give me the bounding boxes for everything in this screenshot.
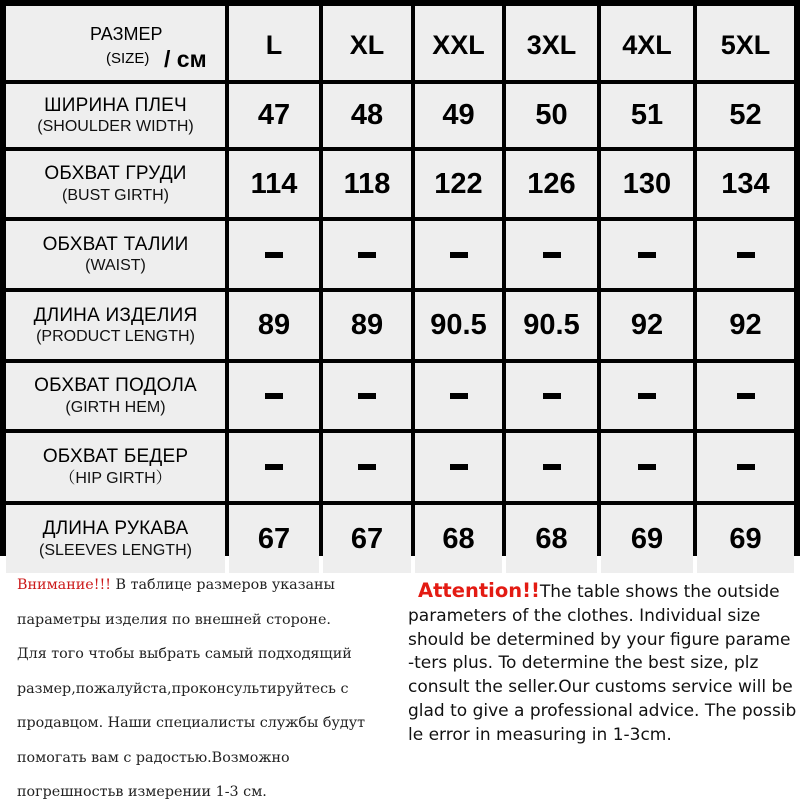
table-value-cell: 48 (323, 84, 411, 147)
table-value-cell (415, 363, 502, 429)
english-notice-line-2: parameters of the clothes. Individual size (408, 605, 761, 626)
russian-notice-line-2: параметры изделия по внешней стороне. (17, 611, 331, 628)
table-value-cell: 52 (697, 84, 794, 147)
dash-mark (638, 393, 656, 399)
row-label-cell (6, 433, 225, 501)
header-corner-cell (6, 6, 225, 80)
table-value-cell (697, 363, 794, 429)
table-value-cell (601, 433, 693, 501)
row-label-cell (6, 221, 225, 288)
dash-mark (358, 252, 376, 258)
russian-notice-line-4: размер,пожалуйста,проконсультируйтесь с (17, 680, 349, 697)
size-column-header: XXL (415, 6, 502, 80)
table-value-cell (601, 363, 693, 429)
row-label-ru: ДЛИНА РУКАВА (42, 518, 189, 539)
row-label-en: (BUST GIRTH) (62, 186, 169, 204)
russian-notice-line-7: погрешностьв измерении 1-3 см. (17, 784, 267, 800)
row-label-ru: ОБХВАТ ПОДОЛА (34, 375, 197, 396)
dash-mark (737, 393, 755, 399)
table-value-cell (323, 363, 411, 429)
table-value-cell: 67 (229, 505, 319, 573)
russian-notice-line-5: продавцом. Наши специалисты службы будут (17, 715, 366, 731)
row-label-cell (6, 363, 225, 429)
dash-mark (543, 252, 561, 258)
table-value-cell: 122 (415, 151, 502, 217)
table-value-cell: 126 (506, 151, 597, 217)
size-column-header: 5XL (697, 6, 794, 80)
row-label-cell (6, 151, 225, 217)
size-column-header: 3XL (506, 6, 597, 80)
dash-mark (265, 464, 283, 470)
size-column-header: L (229, 6, 319, 80)
table-value-cell (506, 363, 597, 429)
table-value-cell (323, 433, 411, 501)
table-value-cell: 47 (229, 84, 319, 147)
row-label-en: (SHOULDER WIDTH) (37, 118, 194, 136)
dash-mark (450, 252, 468, 258)
english-notice-line-7: le error in measuring in 1-3cm. (408, 724, 672, 745)
dash-mark (450, 464, 468, 470)
row-label-en: (WAIST) (85, 257, 146, 275)
dash-mark (737, 252, 755, 258)
dash-mark (265, 393, 283, 399)
table-value-cell: 89 (323, 292, 411, 359)
table-value-cell: 92 (601, 292, 693, 359)
table-value-cell (506, 221, 597, 288)
row-label-cell (6, 505, 225, 573)
table-value-cell: 130 (601, 151, 693, 217)
row-label-ru: ДЛИНА ИЗДЕЛИЯ (33, 304, 198, 326)
table-value-cell: 69 (601, 505, 693, 573)
size-column-header: XL (323, 6, 411, 80)
row-label-ru: ОБХВАТ ТАЛИИ (42, 233, 189, 255)
dash-mark (737, 464, 755, 470)
row-label-en: （HIP GIRTH） (59, 469, 172, 487)
english-notice (408, 579, 800, 748)
table-value-cell: 118 (323, 151, 411, 217)
dash-mark (358, 393, 376, 399)
table-value-cell: 50 (506, 84, 597, 147)
dash-mark (358, 464, 376, 470)
table-value-cell (229, 363, 319, 429)
table-value-cell (229, 221, 319, 288)
row-label-en: (GIRTH HEM) (65, 398, 166, 416)
table-value-cell: 92 (697, 292, 794, 359)
table-value-cell: 68 (506, 505, 597, 573)
dash-mark (543, 393, 561, 399)
english-notice-line-1 (408, 579, 800, 605)
english-notice-line-5: consult the seller.Our customs service will be (408, 677, 793, 698)
table-value-cell: 114 (229, 151, 319, 217)
table-value-cell: 49 (415, 84, 502, 147)
dash-mark (265, 252, 283, 258)
size-chart-table (6, 6, 794, 559)
table-value-cell: 134 (697, 151, 794, 217)
english-notice-line-6: glad to give a professional advice. The possib (408, 700, 797, 721)
english-warning-label: Attention!! (418, 579, 540, 602)
row-label-ru: ОБХВАТ ГРУДИ (44, 163, 187, 184)
row-label-en: (PRODUCT LENGTH) (36, 328, 195, 346)
row-label-en: (SLEEVES LENGTH) (39, 541, 192, 559)
table-value-cell: 68 (415, 505, 502, 573)
size-header-en: (SIZE) (106, 50, 150, 67)
table-value-cell (415, 221, 502, 288)
table-value-cell: 90.5 (506, 292, 597, 359)
row-label-cell (6, 292, 225, 359)
row-label-cell (6, 84, 225, 147)
table-value-cell: 90.5 (415, 292, 502, 359)
russian-notice-text: В таблице размеров указаны (110, 577, 335, 593)
table-value-cell (601, 221, 693, 288)
table-value-cell (323, 221, 411, 288)
dash-mark (638, 252, 656, 258)
unit-label: / см (164, 46, 207, 72)
table-value-cell: 67 (323, 505, 411, 573)
english-notice-text: The table shows the outside (539, 582, 780, 602)
table-value-cell: 69 (697, 505, 794, 573)
english-notice-line-4: -ters plus. To determine the best size, plz (408, 653, 759, 674)
dash-mark (450, 393, 468, 399)
russian-notice (17, 568, 402, 810)
russian-notice-line-3: Для того чтобы выбрать самый подходящий (17, 646, 352, 662)
row-label-ru: ОБХВАТ БЕДЕР (42, 446, 189, 467)
russian-warning-label: Внимание!!! (17, 577, 111, 593)
row-label-ru: ШИРИНА ПЛЕЧ (44, 94, 187, 116)
table-value-cell (697, 433, 794, 501)
russian-notice-line-1 (17, 568, 402, 603)
dash-mark (543, 464, 561, 470)
size-column-header: 4XL (601, 6, 693, 80)
table-value-cell (229, 433, 319, 501)
dash-mark (638, 464, 656, 470)
table-value-cell: 89 (229, 292, 319, 359)
table-value-cell (697, 221, 794, 288)
size-header-ru: РАЗМЕР (90, 24, 163, 44)
english-notice-line-3: should be determined by your figure parame (408, 629, 791, 650)
russian-notice-line-6: помогать вам с радостью.Возможно (17, 749, 290, 766)
table-value-cell: 51 (601, 84, 693, 147)
table-value-cell (415, 433, 502, 501)
table-value-cell (506, 433, 597, 501)
